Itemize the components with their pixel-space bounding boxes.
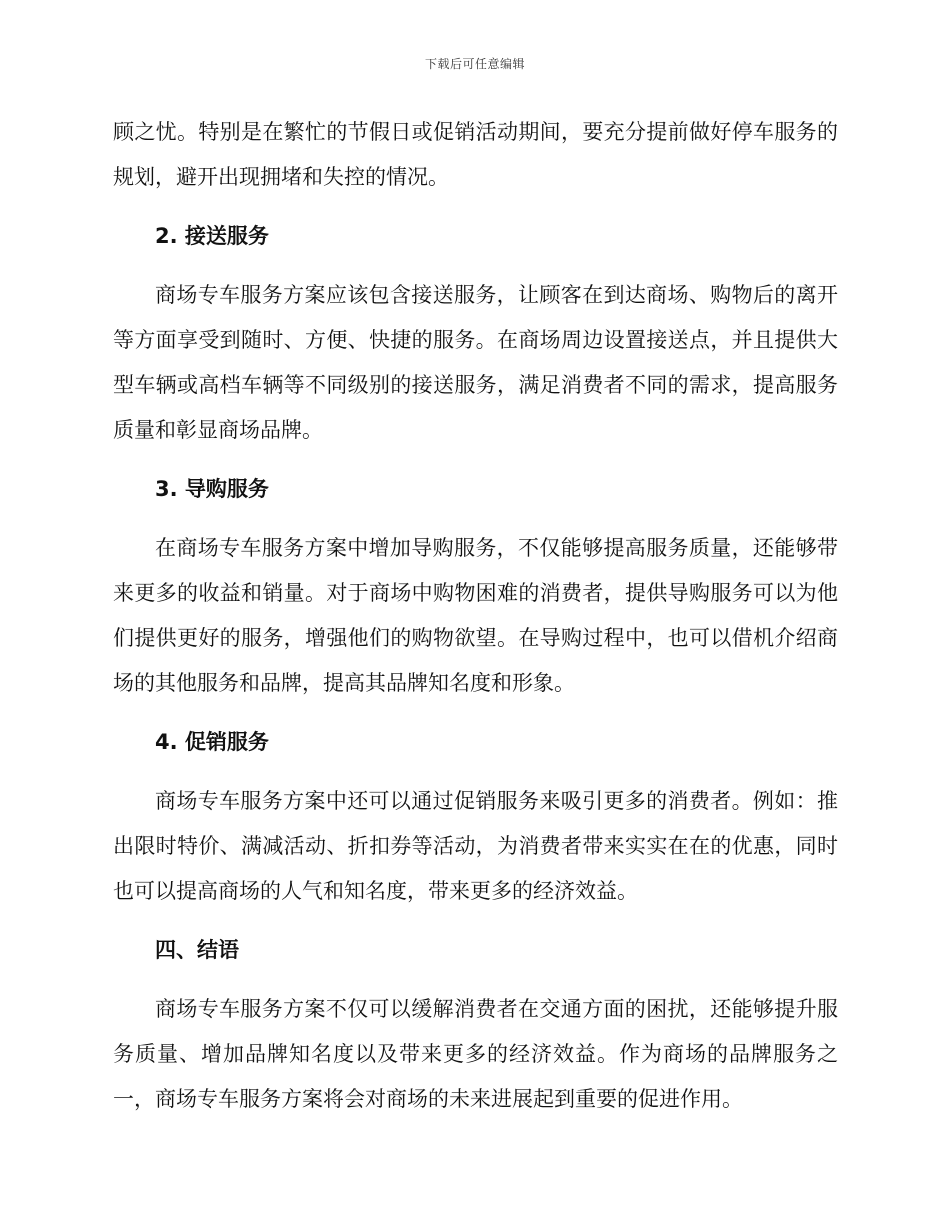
page-header: 下载后可任意编辑 [424,57,525,71]
paragraph-continuation: 顾之忧。特别是在繁忙的节假日或促销活动期间，要充分提前做好停车服务的规划，避开出现拥堵和失控的情况。 [113,120,838,189]
paragraph-promotion: 商场专车服务方案中还可以通过促销服务来吸引更多的消费者。例如：推出限时特价、满减活动、折扣券等活动，为消费者带来实实在在的优惠，同时也可以提高商场的人气和知名度，带来更多的经济效益。 [113,789,838,903]
paragraph-conclusion: 商场专车服务方案不仅可以缓解消费者在交通方面的困扰，还能够提升服务质量、增加品牌知名度以及带来更多的经济效益。作为商场的品牌服务之一，商场专车服务方案将会对商场的未来进展起到重要的促进作用。 [113,997,838,1111]
spacer [113,914,838,928]
spacer [113,200,838,214]
document-body [113,110,838,1122]
paragraph-shopping-guide: 在商场专车服务方案中增加导购服务，不仅能够提高服务质量，还能够带来更多的收益和销量。对于商场中购物困难的消费者，提供导购服务可以为他们提供更好的服务，增强他们的购物欲望。在导购过程中，也可以借机介绍商场的其他服务和品牌，提高其品牌知名度和形象。 [113,536,838,695]
section-heading-promotion: 4. 促销服务 [155,730,269,754]
spacer [113,453,838,467]
spacer [113,706,838,720]
paragraph-pickup: 商场专车服务方案应该包含接送服务，让顾客在到达商场、购物后的离开等方面享受到随时、方便、快捷的服务。在商场周边设置接送点，并且提供大型车辆或高档车辆等不同级别的接送服务，满足消费者不同的需求，提高服务质量和彰显商场品牌。 [113,283,838,442]
spacer [113,259,838,273]
spacer [113,765,838,779]
section-heading-pickup: 2. 接送服务 [155,224,269,248]
section-heading-conclusion: 四、结语 [155,938,239,962]
spacer [113,973,838,987]
spacer [113,512,838,526]
section-heading-shopping-guide: 3. 导购服务 [155,477,269,501]
